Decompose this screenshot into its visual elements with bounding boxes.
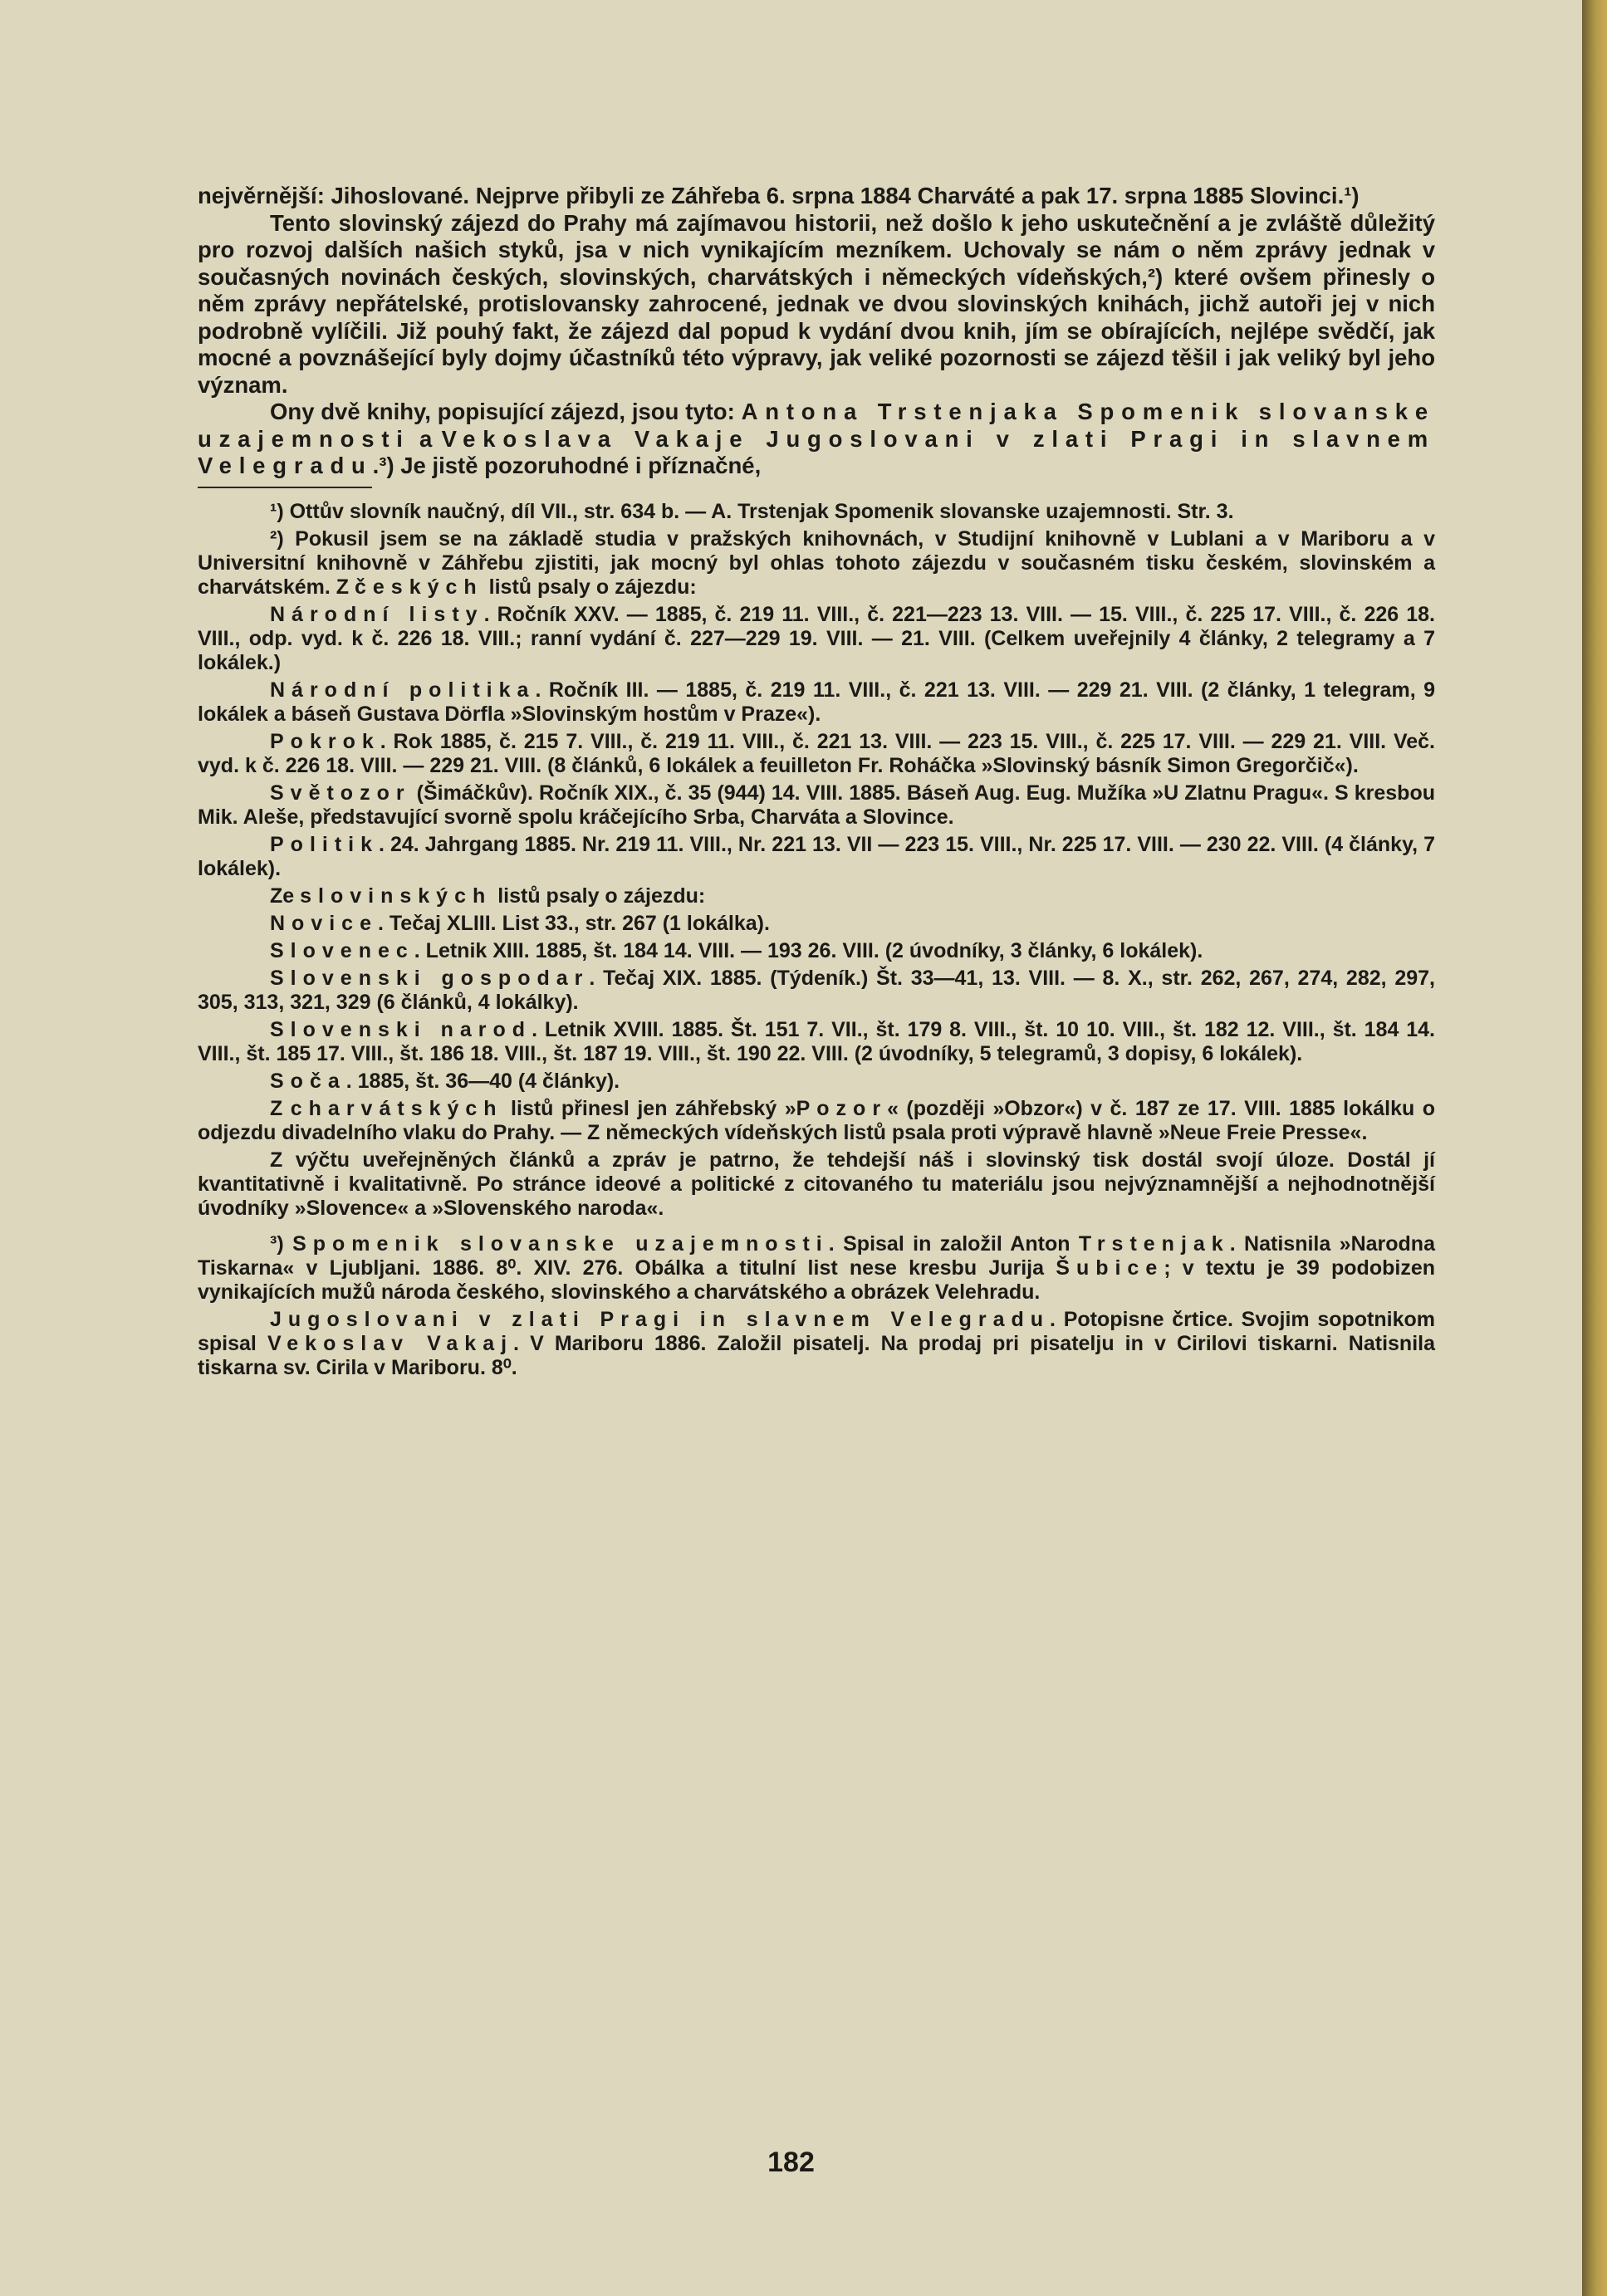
newspaper-name: Pokrok [270, 729, 380, 753]
author-name: Trstenjak [1078, 1231, 1230, 1256]
text-run: ; v textu je 39 podobizen vynikajících mužů národa českého, slovinského a charvátského a obrázek Velehradu. [198, 1256, 1435, 1304]
author-name: Vekoslav Vakaj [267, 1331, 514, 1355]
emphasis: charvátských [290, 1096, 503, 1120]
source-slovenski-narod [198, 1018, 1435, 1066]
author-name: Šubice [1056, 1256, 1164, 1280]
book-title: Jugoslovani v zlati Pragi in slavnem Velegradu [270, 1307, 1051, 1331]
body-paragraph-3 [198, 399, 1435, 480]
source-slovenski-gospodar [198, 967, 1435, 1015]
book-title: Spomenik slovanske uzajemnosti [292, 1231, 829, 1256]
text-run: Z [270, 1096, 291, 1120]
footnote-1: ¹) Ottův slovník naučný, díl VII., str. 634 b. — A. Trstenjak Spomenik slovanske uzajemnosti. Str. 3. [270, 499, 1234, 523]
text-run: listů psaly o zájezdu: [492, 884, 706, 908]
text-run: a [409, 425, 442, 452]
text-run: . Natisnila »Narodna Tiskarna« v Ljubljani. 1886. 8⁰. XIV. 276. Obálka a titulní list nese kresbu Jurija [198, 1231, 1435, 1280]
text-run: Ze [270, 884, 301, 908]
source-novice [198, 912, 1435, 936]
text-run: . Letnik XIII. 1885, št. 184 14. VIII. — 193 26. VIII. (2 úvodníky, 3 články, 6 lokálek). [414, 938, 1203, 962]
text-run: . Spisal in založil Anton [828, 1231, 1079, 1256]
newspaper-name: Světozor [270, 781, 411, 805]
text-run: Ony dvě knihy, popisující zájezd, jsou tyto: [270, 399, 742, 424]
footnote-separator [198, 487, 372, 488]
book-title-trstenjak: Antona Trstenjaka Spomenik slovanske uzajemnosti [198, 399, 1435, 452]
source-narodni-listy [198, 603, 1435, 675]
newspaper-name: Novice [270, 911, 378, 935]
text-run: listů přinesl jen záhřebský » [502, 1096, 796, 1120]
source-svetozor [198, 781, 1435, 830]
newspaper-name: Pozor [796, 1096, 888, 1120]
footnote-3-second-book [198, 1308, 1435, 1380]
footnote-3 [198, 1232, 1435, 1305]
newspaper-name: Soča [270, 1069, 346, 1093]
source-pokrok [198, 730, 1435, 778]
page-number: 182 [767, 2147, 815, 2178]
text-run: . Letnik XVIII. 1885. Št. 151 7. VII., št. 179 8. VIII., št. 10 10. VIII., št. 182 12. VIII., št. 184 14. VIII., št. 185 17. VIII., št. 186 18. VIII., št. 187 19. VIII., št. 190 22. VIII. (2 úvodníky, 5 telegramů, 3 dopisy, 6 lokálek). [198, 1017, 1435, 1065]
text-run: . V Mariboru 1886. Založil pisatelj. Na prodaj pri pisatelju in v Cirilovi tiskarni. Natisnila tiskarna sv. Cirila v Mariboru. 8⁰. [198, 1331, 1435, 1379]
source-narodni-politika [198, 678, 1435, 727]
book-title-vakaj: Vekoslava Vakaje Jugoslovani v zlati Pragi in slavnem Velegradu [198, 425, 1436, 478]
text-run: . Tečaj XLIII. List 33., str. 267 (1 lokálka). [377, 911, 770, 935]
text-run: . Potopisne črtice. Svojim sopotnikom spisal [198, 1307, 1436, 1355]
newspaper-name: Slovenski narod [270, 1017, 532, 1041]
footnote-2 [198, 527, 1435, 600]
newspaper-name: Politik [270, 832, 380, 856]
newspaper-name: Slovenec [270, 938, 414, 962]
text-run: . Ročník XXV. — 1885, č. 219 11. VIII., č. 221—223 13. VIII. — 15. VIII., č. 225 17. VIII., č. 226 18. VIII., odp. vyd. k č. 226 18. VIII.; ranní vydání č. 227—229 19. VIII. — 21. VIII. (Celkem uveřejnily 4 články, 2 telegramy a 7 lokálek.) [198, 602, 1435, 674]
source-soca [198, 1070, 1435, 1094]
text-run: (Šimáčkův). Ročník XIX., č. 35 (944) 14. VIII. 1885. Báseň Aug. Eug. Mužíka »U Zlatnu Pragu«. S kresbou Mik. Aleše, představující svorně spolu kráčejícího Srba, Charváta a Slovince. [198, 781, 1435, 829]
summary-paragraph: Z výčtu uveřejněných článků a zpráv je patrno, že tehdejší náš i slovinský tisk dostál svojí úloze. Dostál jí kvantitativně i kvalitativně. Po stránce ideové a politické z citovaného tu materiálu jsou nejvýznamnější a nejhodnotnější úvodníky »Slovence« a »Slovenského naroda«. [198, 1148, 1435, 1220]
croatian-sources [198, 1097, 1435, 1145]
text-run: ²) Pokusil jsem se na základě studia v pražských knihovnách, v Studijní knihovně v Lublani a v Mariboru a v Universitní knihovně v Záhřebu zjistiti, jak mocný byl ohlas tohoto zájezdu v současném tisku českém, slovinském a charvátském. Z [198, 526, 1435, 599]
body-paragraph-1: nejvěrnější: Jihoslované. Nejprve přibyli ze Záhřeba 6. srpna 1884 Charváté a pak 17. srpna 1885 Slovinci.¹) [198, 183, 1360, 208]
source-politik [198, 833, 1435, 881]
text-run: .³) Je jistě pozoruhodné i příznačné, [372, 453, 762, 478]
slovene-sources-intro [198, 884, 1435, 908]
text-run: . Rok 1885, č. 215 7. VIII., č. 219 11. VIII., č. 221 13. VIII. — 223 15. VIII., č. 225 17. VIII. — 229 21. VIII. Več. vyd. k č. 226 18. VIII. — 229 21. VIII. (8 článků, 6 lokálek a feuilleton Fr. Roháčka »Slovinský básník Simon Gregorčič«). [198, 729, 1435, 777]
text-run: . Ročník III. — 1885, č. 219 11. VIII., č. 221 13. VIII. — 229 21. VIII. (2 články, 1 telegram, 9 lokálek a báseň Gustava Dörfla »Slovinským hostům v Praze«). [198, 678, 1436, 726]
text-run: . Tečaj XIX. 1885. (Týdeník.) Št. 33—41, 13. VIII. — 8. X., str. 262, 267, 274, 282, 297, 305, 313, 321, 329 (6 článků, 4 lokálky). [198, 966, 1435, 1014]
page-text [198, 183, 1435, 1383]
text-run: . 24. Jahrgang 1885. Nr. 219 11. VIII., Nr. 221 13. VII — 223 15. VIII., Nr. 225 17. VIII. — 230 22. VIII. (4 články, 7 lokálek). [198, 832, 1435, 880]
text-run: « (později »Obzor«) v č. 187 ze 17. VIII. 1885 lokálku o odjezdu divadelního vlaku do Prahy. — Z německých vídeňských listů psala proti výpravě hlavně »Neue Freie Presse«. [198, 1096, 1436, 1144]
text-run: listů psaly o zájezdu: [483, 575, 697, 599]
emphasis: slovinských [300, 884, 492, 908]
emphasis: českých [355, 575, 483, 599]
spacer [198, 1224, 1435, 1232]
text-run: ³) [270, 1231, 293, 1256]
newspaper-name: Slovenski gospodar [270, 966, 590, 990]
book-spine [1582, 0, 1607, 2296]
newspaper-name: Národní listy [270, 602, 484, 626]
body-paragraph-2: Tento slovinský zájezd do Prahy má zajímavou historii, než došlo k jeho uskutečnění a je zvláště důležitý pro rozvoj dalších našich styků, jsa v nich vynikajícím mezníkem. Uchovaly se nám o něm zprávy jednak v současných novinách českých, slovinských, charvátských i německých vídeňských,²) které ovšem přinesly o něm zprávy nepřátelské, protislovansky zahrocené, jednak ve dvou slovinských knihách, jichž autoři jej v nich podrobně vylíčili. Již pouhý fakt, že zájezd dal popud k vydání dvou knih, jím se obírajících, nejlépe svědčí, jak mocné a povznášející byly dojmy účastníků této výpravy, jak veliké pozornosti se zájezd těšil i jak veliký byl jeho význam. [198, 209, 1435, 398]
text-run: . 1885, št. 36—40 (4 články). [345, 1069, 620, 1093]
source-slovenec [198, 939, 1435, 963]
newspaper-name: Národní politika [270, 678, 536, 702]
